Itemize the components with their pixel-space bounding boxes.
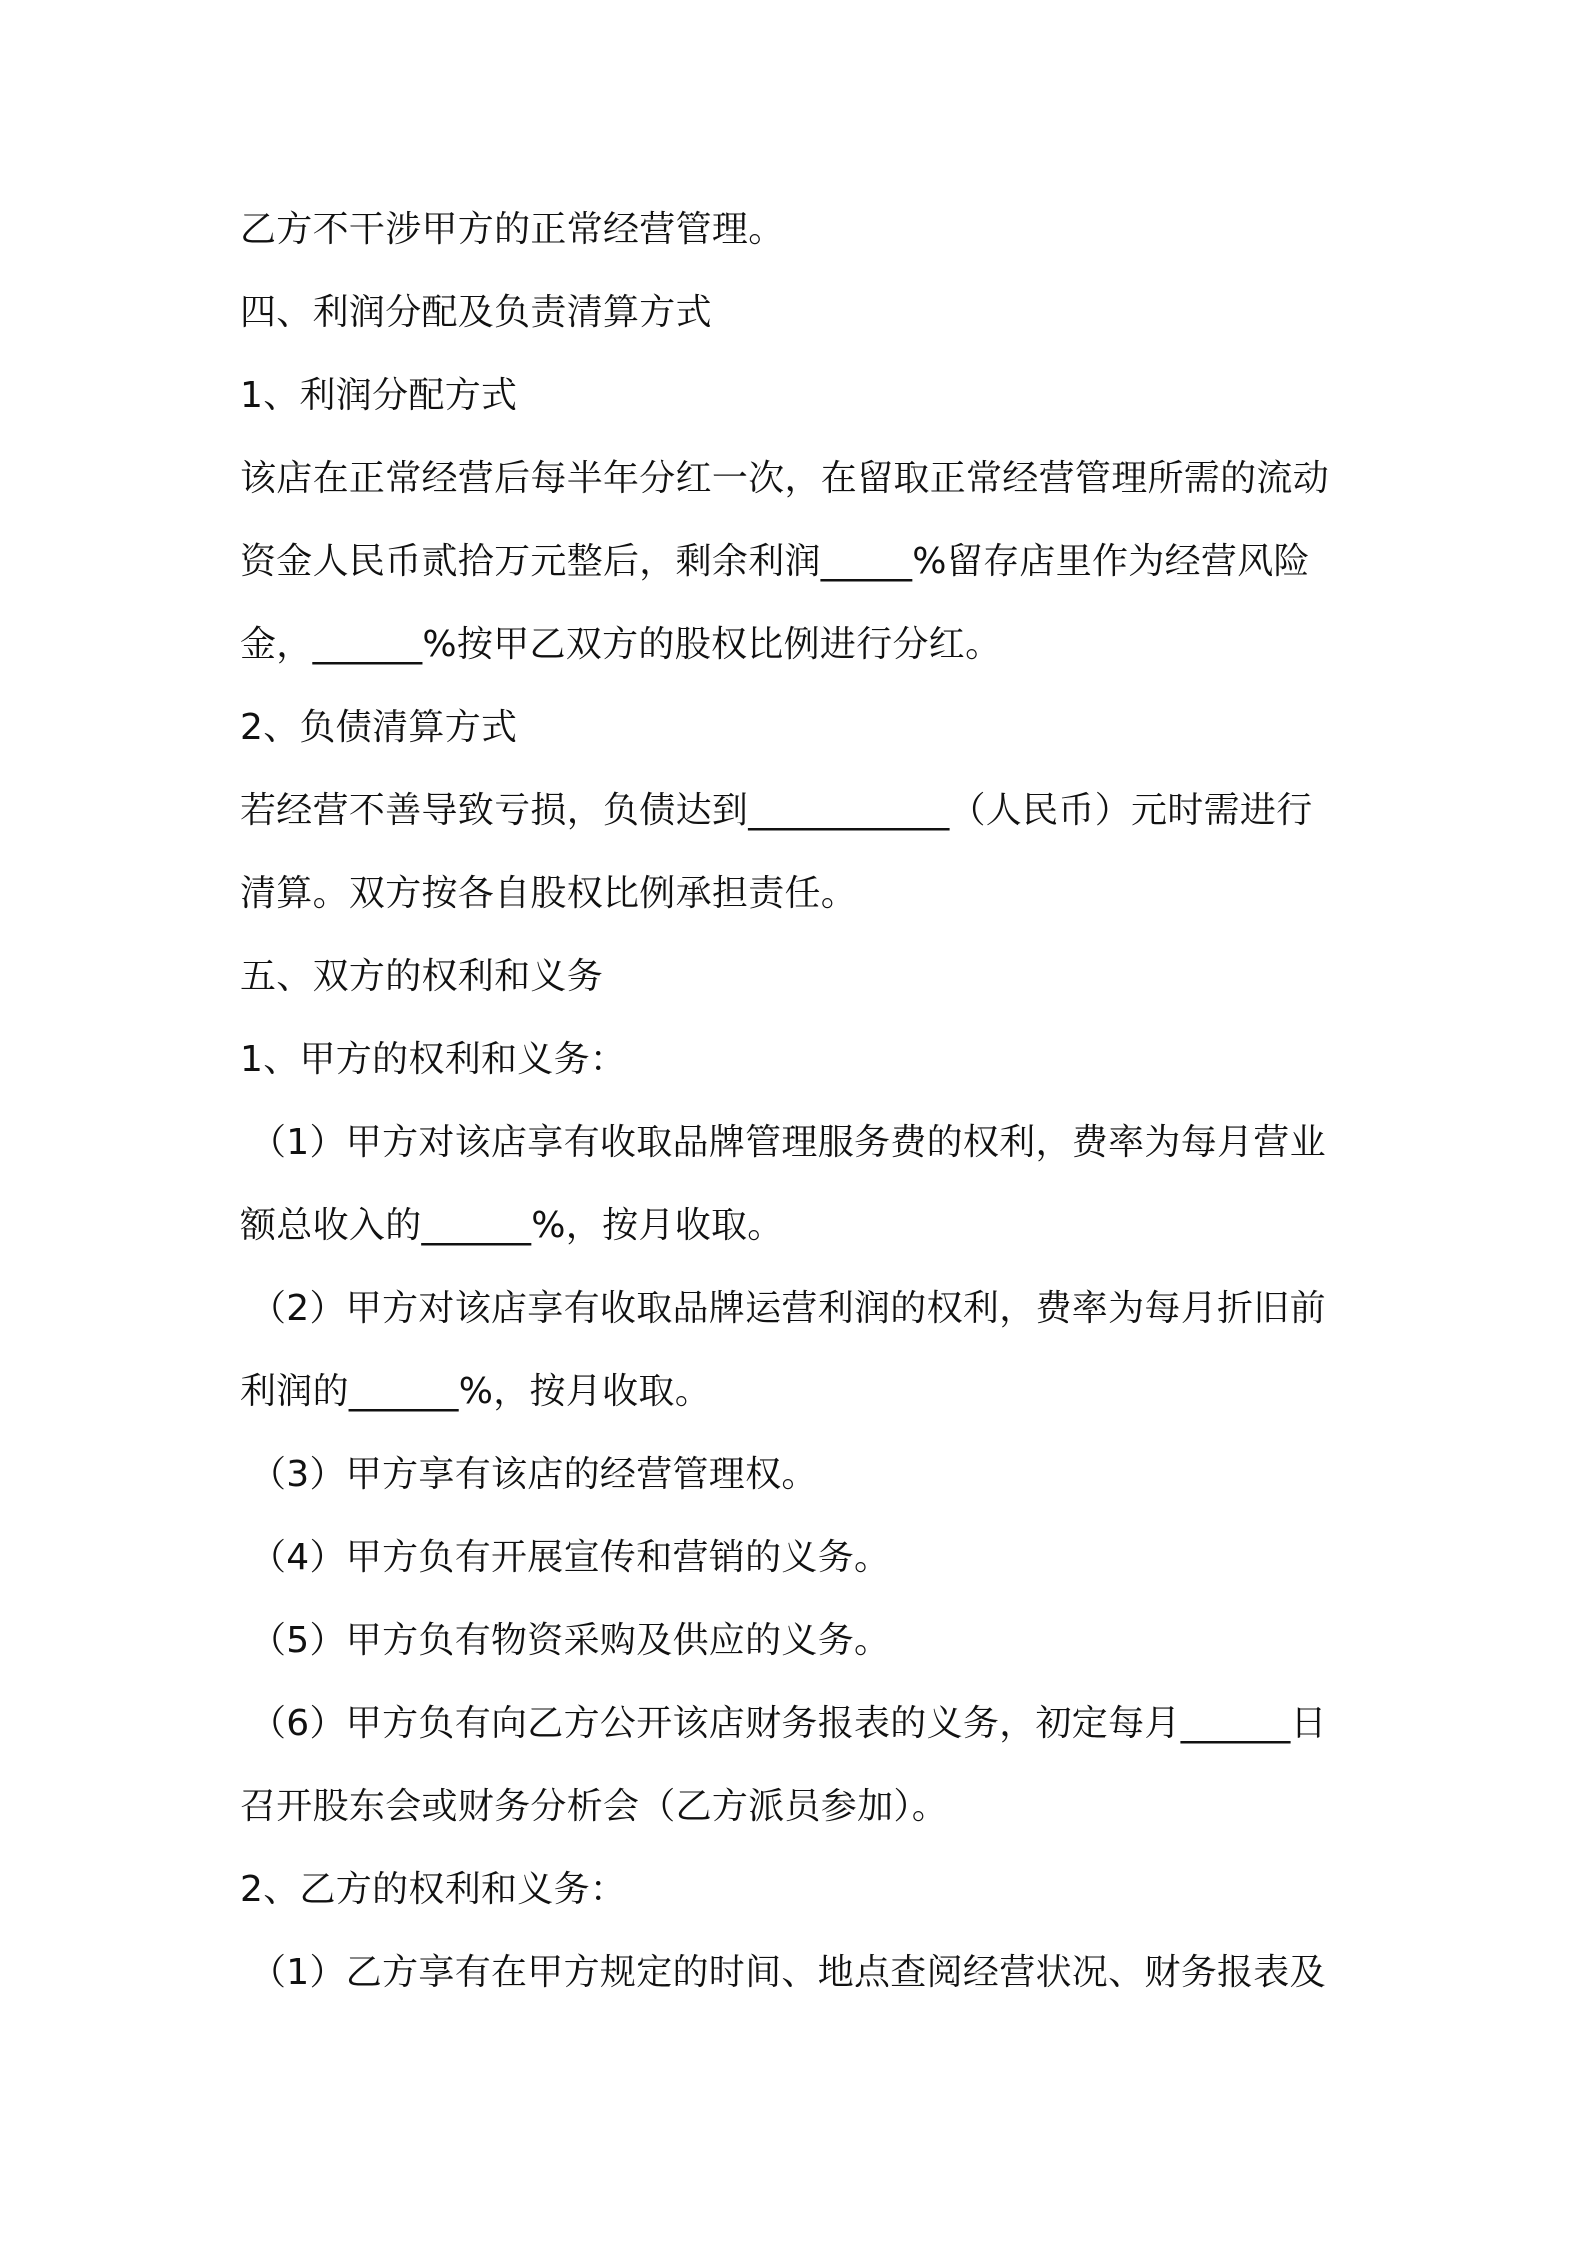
list-item: （3）甲方享有该店的经营管理权。 [250,1454,818,1495]
paragraph-line: 资金人民币贰拾万元整后，剩余利润_____%留存店里作为经营风险 [240,541,1310,582]
paragraph-line: 金，______%按甲乙双方的股权比例进行分红。 [240,624,1002,665]
paragraph-line: 乙方不干涉甲方的正常经营管理。 [240,209,785,250]
paragraph-line: 利润的______%，按月收取。 [240,1371,712,1412]
subsection-heading: 2、乙方的权利和义务： [240,1869,627,1910]
paragraph-line: 若经营不善导致亏损，负债达到___________（人民币）元时需进行 [240,790,1313,831]
paragraph-line: 额总收入的______%，按月收取。 [240,1205,784,1246]
list-item: （5）甲方负有物资采购及供应的义务。 [250,1620,891,1661]
list-item: （4）甲方负有开展宣传和营销的义务。 [250,1537,891,1578]
subsection-heading: 1、利润分配方式 [240,375,518,416]
paragraph-line: 该店在正常经营后每半年分红一次，在留取正常经营管理所需的流动 [240,458,1330,499]
paragraph-line: 召开股东会或财务分析会（乙方派员参加）。 [240,1786,949,1827]
list-item: （6）甲方负有向乙方公开该店财务报表的义务，初定每月______日 [250,1703,1327,1744]
list-item: （1）甲方对该店享有收取品牌管理服务费的权利，费率为每月营业 [250,1122,1326,1163]
list-item: （2）甲方对该店享有收取品牌运营利润的权利，费率为每月折旧前 [250,1288,1326,1329]
section-heading: 四、利润分配及负责清算方式 [240,292,712,333]
subsection-heading: 1、甲方的权利和义务： [240,1039,627,1080]
subsection-heading: 2、负债清算方式 [240,707,518,748]
list-item: （1）乙方享有在甲方规定的时间、地点查阅经营状况、财务报表及 [250,1952,1326,1993]
section-heading: 五、双方的权利和义务 [240,956,604,997]
paragraph-line: 清算。双方按各自股权比例承担责任。 [240,873,858,914]
